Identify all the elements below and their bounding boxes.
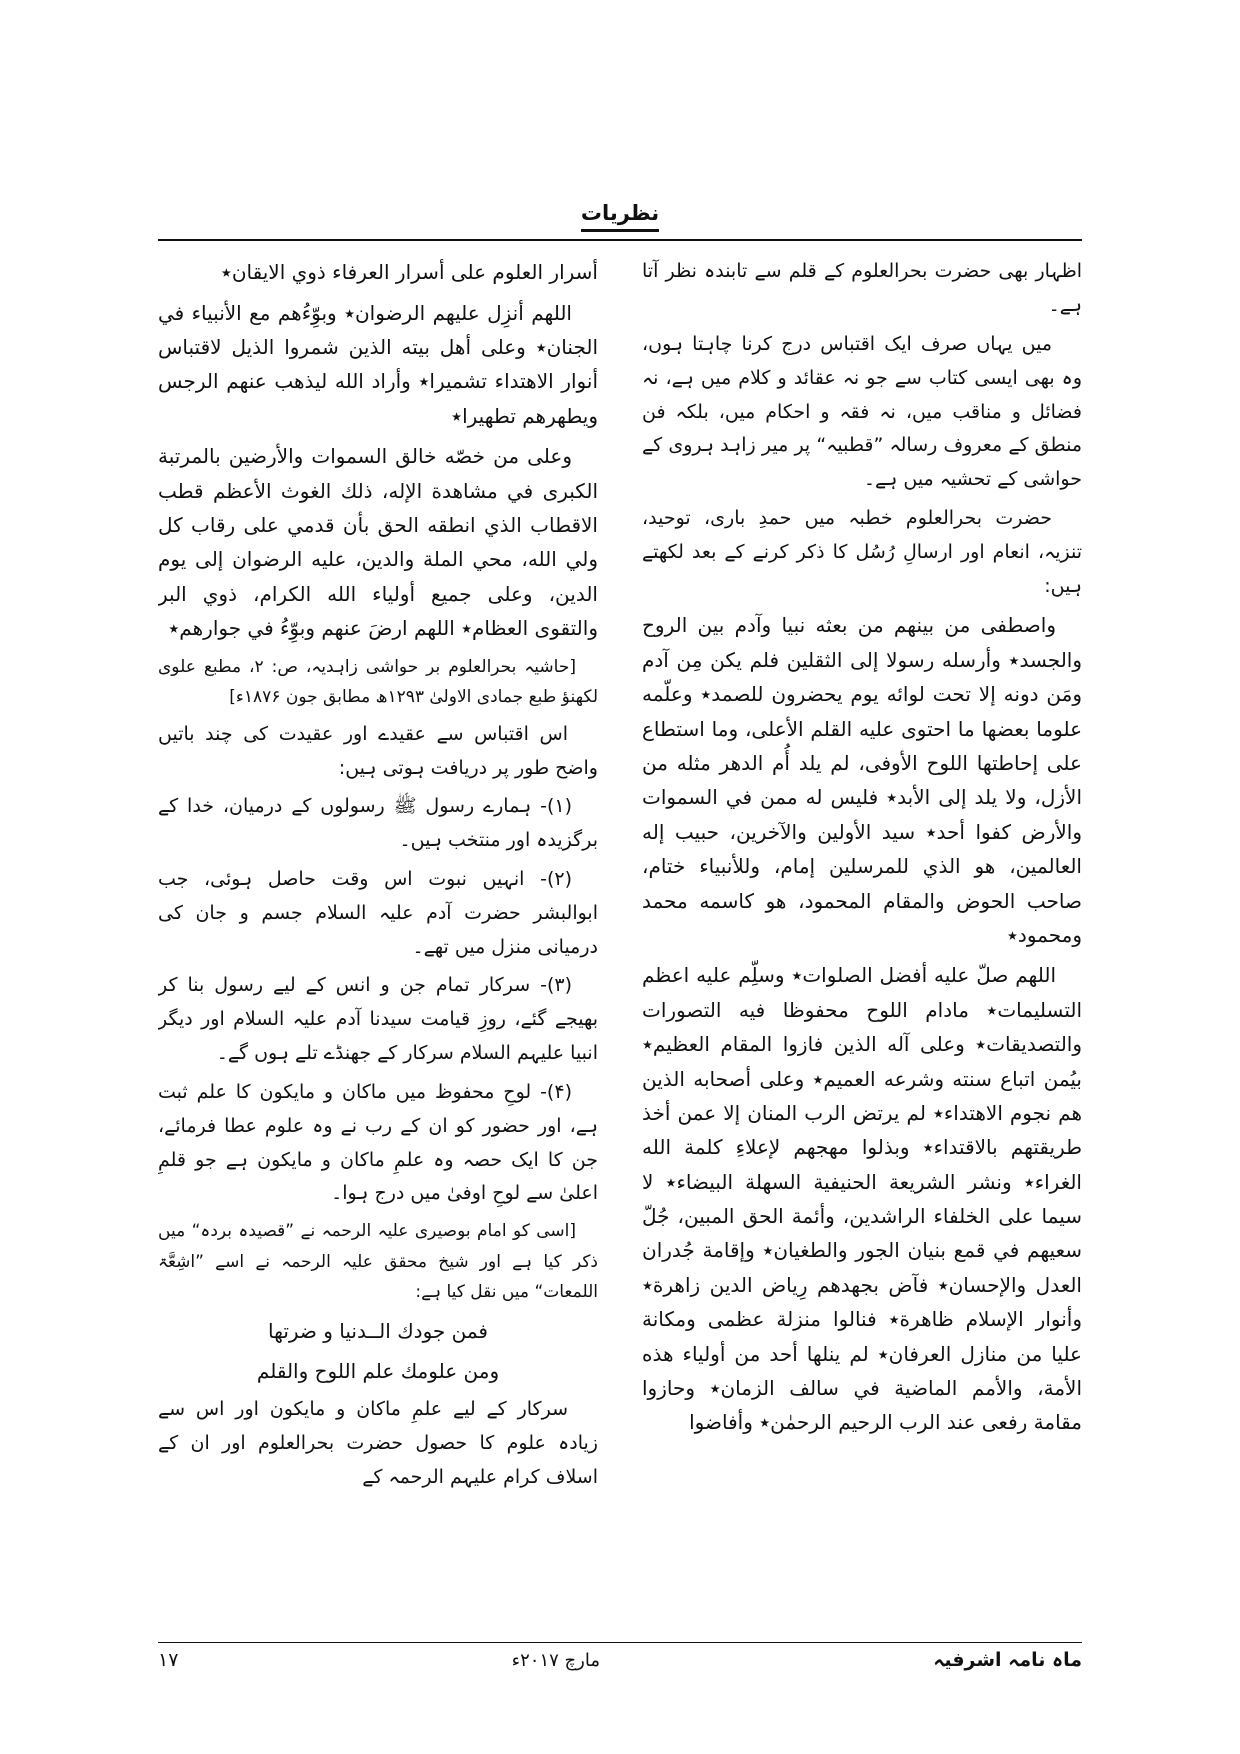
paragraph: فمن جودك الــدنيا و ضرتها <box>268 1318 488 1343</box>
paragraph: (۲)- انہیں نبوت اس وقت حاصل ہوئی، جب ابوالبشر حضرت آدم علیہ السلام جسم و جان کی درمیانی منزل میں تھے۔ <box>158 868 598 958</box>
paragraph: اللهم أنزِل عليهم الرضوان٭ وبوِّءُهم مع الأنبياء في الجنان٭ وعلى أهل بيته الذين شمروا الذيل لاقتباس أنوار الاهتداء تشميرا٭ وأراد الله ليذهب عنهم الرجس ويطهرهم تطهيرا٭ <box>158 300 598 428</box>
header-divider <box>158 239 1082 241</box>
paragraph: اظہار بھی حضرت بحرالعلوم کے قلم سے تابندہ نظر آتا ہے۔ <box>642 260 1082 317</box>
footer-divider <box>158 1642 1082 1643</box>
footer-page-number: ۱۷ <box>158 1649 179 1671</box>
paragraph: اس اقتباس سے عقیدے اور عقیدت کی چند باتیں واضح طور پر دریافت ہوتی ہیں: <box>158 722 598 779</box>
article-body <box>158 255 1082 1637</box>
paragraph: ومن علومك علم اللوح والقلم <box>256 1358 500 1383</box>
footer-date: مارچ ۲۰۱۷ء <box>511 1650 600 1671</box>
page-title: نظریات <box>581 200 659 232</box>
paragraph: أسرار العلوم على أسرار العرفاء ذوي الايقان٭ <box>220 260 598 285</box>
paragraph: سرکار کے لیے علمِ ماکان و مایکون اور اس سے زیادہ علوم کا حصول حضرت بحرالعلوم اور ان کے اسلاف کرام علیہم الرحمہ کے <box>158 1397 598 1488</box>
paragraph: [اسی کو امام بوصیری علیہ الرحمہ نے ”قصیدہ بردہ“ میں ذکر کیا ہے اور شیخ محقق علیہ الرحمہ نے اسے ”اشِعَّۃ اللمعات“ میں نقل کیا ہے: <box>158 1221 598 1303</box>
paragraph: (۴)- لوحِ محفوظ میں ماکان و مایکون کا علم ثبت ہے، اور حضور کو ان کے رب نے وہ علوم عطا فرمائے، جن کا ایک حصہ وہ علمِ ماکان و مایکون ہے جو قلمِ اعلیٰ سے لوحِ اوفیٰ میں درج ہوا۔ <box>158 1080 598 1205</box>
column-left <box>158 255 598 1637</box>
paragraph: وعلى من خصّه خالق السموات والأرضين بالمرتبة الكبرى في مشاهدة الإله، ذلك الغوث الأعظم قطب الاقطاب الذي انطقه الحق بأن قدمي على رقاب كل ولي الله، محي الملة والدين، عليه الرضوان إلى يوم الدين، وعلى جميع أولياء الله الكرام، ذوي البر والتقوى العظام٭ اللهم ارضَ عنهم وبوِّءُ في جوارهم٭ <box>158 444 598 641</box>
footer-magazine-title: ماہ نامہ اشرفیہ <box>933 1649 1082 1671</box>
paragraph: اللهم صلّ عليه أفضل الصلوات٭ وسلِّم عليه اعظم التسليمات٭ مادام اللوح محفوظا فيه التصورات والتصديقات٭ وعلى آله الذين فازوا المقام العظيم٭ بيُمن اتباع سنته وشرعه العميم٭ وعلى أصحابه الذين هم نجوم الاهتداء٭ لم يرتض الرب المنان إلا عمن أخذ طريقتهم بالاقتداء٭ وبذلوا مهجهم لإعلاءِ كلمة الله الغراء٭ ونشر الشريعة الحنيفية السهلة البيضاء٭ لا سيما على الخلفاء الراشدين، وأئمة الحق المبين، جُلّ سعيهم في قمع بنيان الجور والطغيان٭ وإقامة جُدران العدل والإحسان٭ فآض بجهدهم رِياض الدين زاهرة٭ وأنوار الإسلام ظاهرة٭ فنالوا منزلة عظمى ومكانة عليا من منازل العرفان٭ لم ينلها أحد من أولياء هذه الأمة، والأمم الماضية في سالف الزمان٭ وحازوا مقامة رفعى عند الرب الرحيم الرحمٰن٭ وأفاضوا <box>642 963 1082 1435</box>
paragraph: (۱)- ہمارے رسول ﷺ رسولوں کے درمیان، خدا کے برگزیدہ اور منتخب ہیں۔ <box>158 795 598 852</box>
paragraph: [حاشیہ بحرالعلوم بر حواشی زاہدیہ، ص: ۲، مطبع علوی لکھنؤ طبع جمادی الاولیٰ ۱۲۹۳ھ مطابق جون ۱۸۷۶ء] <box>158 656 598 708</box>
paragraph: واصطفى من بينهم من بعثه نبيا وآدم بين الروح والجسد٭ وأرسله رسولا إلى الثقلين فلم يكن مِن آدم ومَن دونه إلا تحت لوائه يوم يحضرون للصمد٭ وعلّمه علوما بعضها ما احتوى عليه القلم الأعلى، وما استطاع على إحاطتها اللوح الأوفى، لم يلد أُم الدهر مثله من الأزل، ولا يلد إلى الأبد٭ فليس له ممن في السموات والأرض كفوا أحد٭ سيد الأولين والآخرين، حبيب إله العالمين، هو الذي للمرسلين إمام، وللأنبياء ختام، صاحب الحوض والمقام المحمود، هو كاسمه محمد ومحمود٭ <box>642 613 1082 947</box>
paragraph: (۳)- سرکار تمام جن و انس کے لیے رسول بنا کر بھیجے گئے، روزِ قیامت سیدنا آدم علیہ السلام اور دیگر انبیا علیہم السلام سرکار کے جھنڈے تلے ہوں گے۔ <box>158 974 598 1065</box>
paragraph: حضرت بحرالعلوم خطبہ میں حمدِ باری، توحید، تنزیہ، انعام اور ارسالِ رُسُل کا ذکر کرنے کے بعد لکھتے ہیں: <box>642 506 1082 597</box>
column-right <box>642 255 1082 1637</box>
paragraph: میں یہاں صرف ایک اقتباس درج کرنا چاہتا ہوں، وہ بھی ایسی کتاب سے جو نہ عقائد و کلام میں ہے، نہ فضائل و مناقب میں، نہ فقہ و احکام میں، بلکہ فن منطق کے معروف رسالہ ”قطبیہ“ پر میر زاہد ہروی کے حواشی کے تحشیہ میں ہے۔ <box>642 332 1082 491</box>
page-header <box>158 200 1082 241</box>
page-footer <box>158 1642 1082 1671</box>
footer-row <box>158 1649 1082 1671</box>
